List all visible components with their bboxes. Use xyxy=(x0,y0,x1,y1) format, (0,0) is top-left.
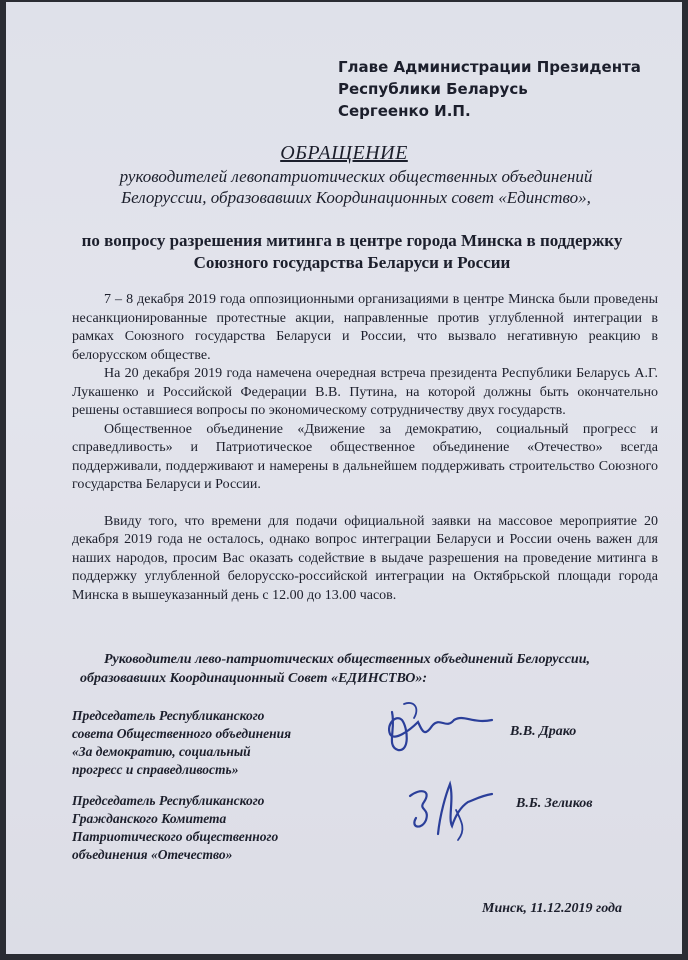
position-line: Председатель Республиканского xyxy=(72,793,265,808)
signer-position xyxy=(72,792,362,864)
document-subtitle: руководителей левопатриотических общественных объединений Белоруссии, образовавших Координационных совет «Единство», xyxy=(119,167,593,207)
body-paragraph: Общественное объединение «Движение за демократию, социальный прогресс и справедливость» и Патриотическое общественное объединение «Отечество» всегда поддерживали, поддерживают и намерены в дальнейшем поддерживать строительство Союзного государства Беларуси и России. xyxy=(72,421,658,492)
signers-intro: Руководители лево-патриотических общественных объединений Белоруссии, образовавших Координационный Совет «ЕДИНСТВО»: xyxy=(80,652,590,686)
document-subject: по вопросу разрешения митинга в центре города Минска в поддержку Союзного государства Беларуси и России xyxy=(81,231,623,272)
position-line: Патриотического общественного xyxy=(72,829,279,844)
document-date: Минск, 11.12.2019 года xyxy=(482,901,622,916)
addressee-block xyxy=(338,56,641,122)
signature-drako xyxy=(374,690,504,760)
document-body xyxy=(72,291,658,605)
position-line: Председатель Республиканского xyxy=(72,708,265,723)
signer-name: В.Б. Зеликов xyxy=(516,796,593,811)
body-paragraph: На 20 декабря 2019 года намечена очередная встреча президента Республики Беларусь А.Г. Лукашенко и Российской Федерации В.В. Путина, на которой должны быть окончательно решены оставшиеся вопросы по экономическому сотрудничеству двух государств. xyxy=(72,366,658,418)
document-title: ОБРАЩЕНИЕ xyxy=(280,142,408,164)
position-line: прогресс и справедливость» xyxy=(72,762,239,777)
body-paragraph: 7 – 8 декабря 2019 года оппозиционными организациями в центре Минска были проведены несанкционированные протестные акции, направленные против углубленной интеграции в рамках Союзного государства Беларуси и России, что вызвало негативную реакцию в белорусском обществе. xyxy=(72,292,658,363)
addressee-line: Республики Беларусь xyxy=(338,80,528,98)
body-paragraph: Ввиду того, что времени для подачи официальной заявки на массовое мероприятие 20 декабря 2019 года не осталось, однако вопрос интеграции Беларуси и России очень важен для наших народов, просим Вас оказать содействие в выдаче разрешения на проведение митинга в поддержку углубленной белорусско-российской интеграции на Октябрьской площади города Минска в вышеуказанный день с 12.00 до 13.00 часов. xyxy=(72,513,658,603)
signer-name: В.В. Драко xyxy=(510,724,577,739)
signature-zelikov xyxy=(396,774,506,854)
addressee-line: Сергеенко И.П. xyxy=(338,102,471,120)
addressee-line: Главе Администрации Президента xyxy=(338,58,641,76)
signer-position xyxy=(72,707,362,779)
document-page xyxy=(6,2,682,954)
position-line: объединения «Отечество» xyxy=(72,847,233,862)
position-line: Гражданского Комитета xyxy=(72,811,227,826)
position-line: «За демократию, социальный xyxy=(72,744,251,759)
position-line: совета Общественного объединения xyxy=(72,726,292,741)
